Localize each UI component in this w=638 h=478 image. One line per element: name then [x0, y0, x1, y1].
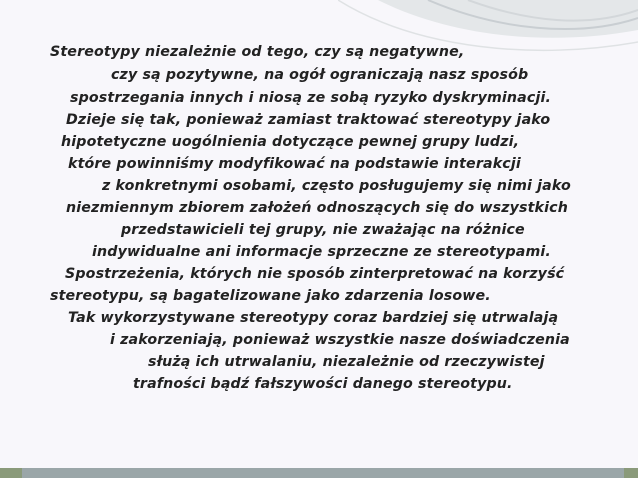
text-line: i zakorzeniają, ponieważ wszystkie nasze doświadczenia: [110, 332, 570, 348]
text-line: które powinniśmy modyfikować na podstawie interakcji: [68, 156, 521, 172]
text-line: Dzieje się tak, ponieważ zamiast traktować stereotypy jako: [66, 112, 551, 128]
text-line: z konkretnymi osobami, często posługujemy się nimi jako: [102, 178, 571, 194]
text-line: niezmiennym zbiorem założeń odnoszących się do wszystkich: [66, 200, 568, 216]
bottom-frame-right-accent: [624, 468, 638, 478]
text-line: Spostrzeżenia, których nie sposób zinterpretować na korzyść: [65, 266, 565, 282]
bottom-frame-left-accent: [0, 468, 22, 478]
text-line: indywidualne ani informacje sprzeczne ze stereotypami.: [92, 244, 551, 260]
text-line: Stereotypy niezależnie od tego, czy są negatywne,: [50, 44, 465, 60]
text-line: służą ich utrwalaniu, niezależnie od rzeczywistej: [148, 354, 545, 370]
text-line: czy są pozytywne, na ogół ograniczają nasz sposób: [111, 67, 529, 83]
text-line: stereotypu, są bagatelizowane jako zdarzenia losowe.: [50, 288, 491, 304]
text-line: przedstawicieli tej grupy, nie zważając na różnice: [121, 222, 525, 238]
text-line: trafności bądź fałszywości danego stereotypu.: [133, 376, 513, 392]
text-line: spostrzegania innych i niosą ze sobą ryzyko dyskryminacji.: [70, 90, 552, 106]
bottom-frame-bar: [0, 468, 638, 478]
text-line: Tak wykorzystywane stereotypy coraz bardziej się utrwalają: [68, 310, 559, 326]
text-line: hipotetyczne uogólnienia dotyczące pewnej grupy ludzi,: [61, 134, 520, 150]
